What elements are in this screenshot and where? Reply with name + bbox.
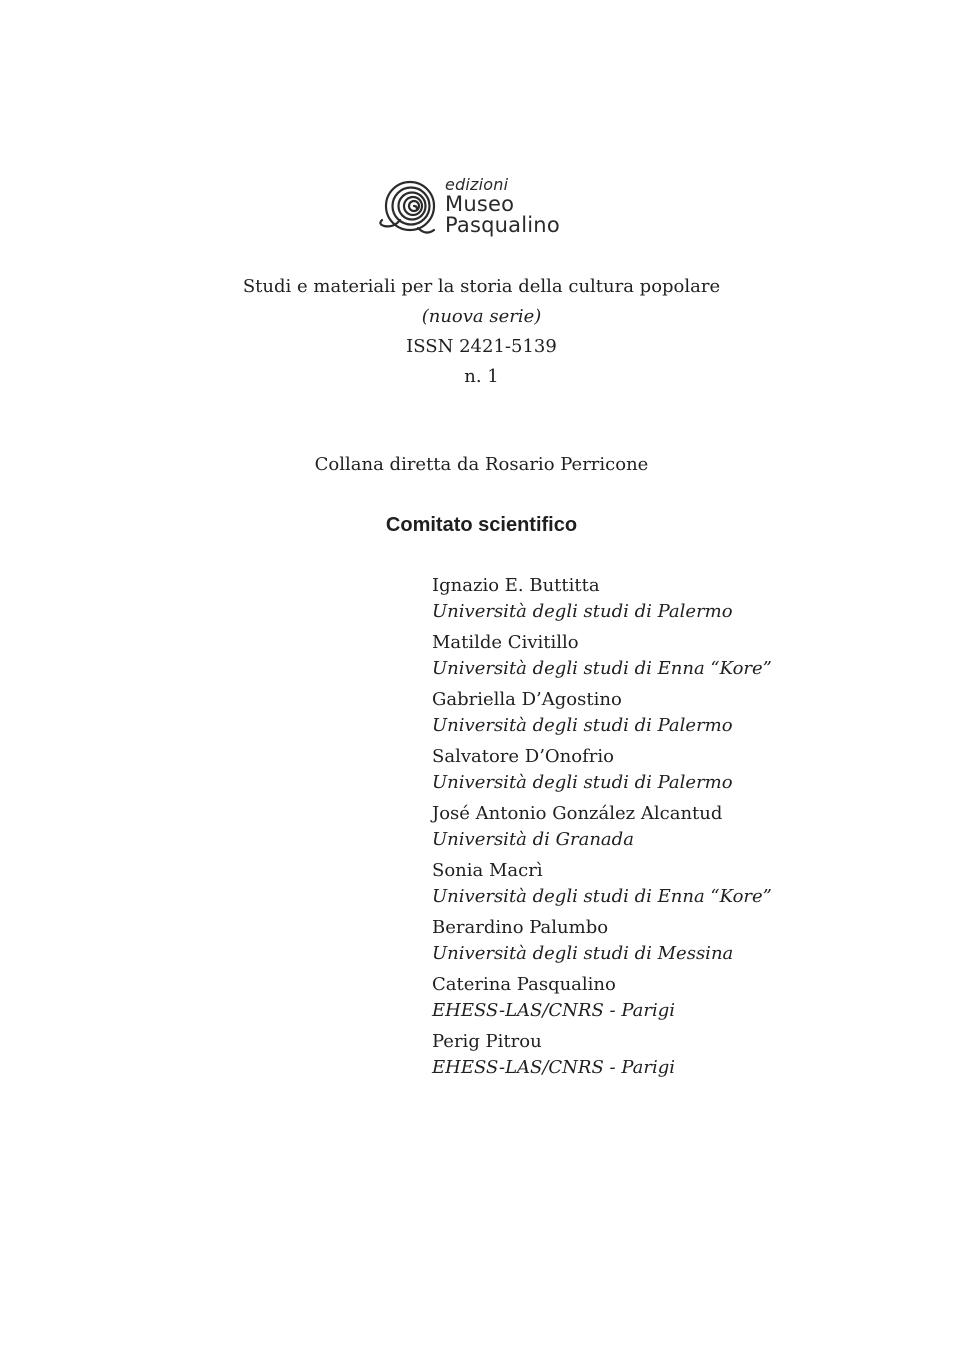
member-affiliation: Università degli studi di Palermo [432, 715, 733, 736]
committee-member [432, 744, 772, 796]
member-name: Sonia Macrì [432, 860, 543, 881]
committee-member [432, 687, 772, 739]
member-affiliation: Università degli studi di Palermo [432, 601, 733, 622]
series-issn: ISSN 2421-5139 [406, 336, 557, 357]
member-name: Salvatore D’Onofrio [432, 746, 614, 767]
publisher-line-pasqualino: Pasqualino [445, 213, 560, 237]
member-affiliation: EHESS-LAS/CNRS - Parigi [432, 1057, 676, 1078]
member-name: Ignazio E. Buttitta [432, 575, 600, 596]
publisher-wordmark [445, 176, 560, 236]
member-affiliation: Università di Granada [432, 829, 634, 850]
member-name: Caterina Pasqualino [432, 974, 616, 995]
committee-member-list [432, 573, 772, 1086]
member-affiliation: Università degli studi di Enna “Kore” [432, 886, 772, 907]
committee-member [432, 915, 772, 967]
committee-heading: Comitato scientifico [385, 514, 578, 536]
committee-member [432, 801, 772, 853]
member-affiliation: Università degli studi di Enna “Kore” [432, 658, 772, 679]
member-name: Gabriella D’Agostino [432, 689, 622, 710]
publisher-line-museo: Museo [445, 192, 515, 216]
member-affiliation: Università degli studi di Messina [432, 943, 734, 964]
publisher-logo [378, 176, 578, 240]
series-number: n. 1 [464, 366, 499, 387]
member-affiliation: Università degli studi di Palermo [432, 772, 733, 793]
series-director: Collana diretta da Rosario Perricone [314, 454, 649, 475]
committee-member [432, 972, 772, 1024]
committee-member [432, 630, 772, 682]
committee-member [432, 858, 772, 910]
series-title: Studi e materiali per la storia della cultura popolare [242, 276, 721, 297]
member-affiliation: EHESS-LAS/CNRS - Parigi [432, 1000, 676, 1021]
committee-member [432, 1029, 772, 1081]
publisher-line-edizioni: edizioni [445, 175, 509, 194]
member-name: Berardino Palumbo [432, 917, 609, 938]
member-name: José Antonio González Alcantud [432, 803, 723, 824]
member-name: Perig Pitrou [432, 1031, 542, 1052]
member-name: Matilde Civitillo [432, 632, 579, 653]
series-subtitle: (nuova serie) [421, 306, 542, 327]
spiral-logo-icon [378, 178, 440, 238]
committee-member [432, 573, 772, 625]
